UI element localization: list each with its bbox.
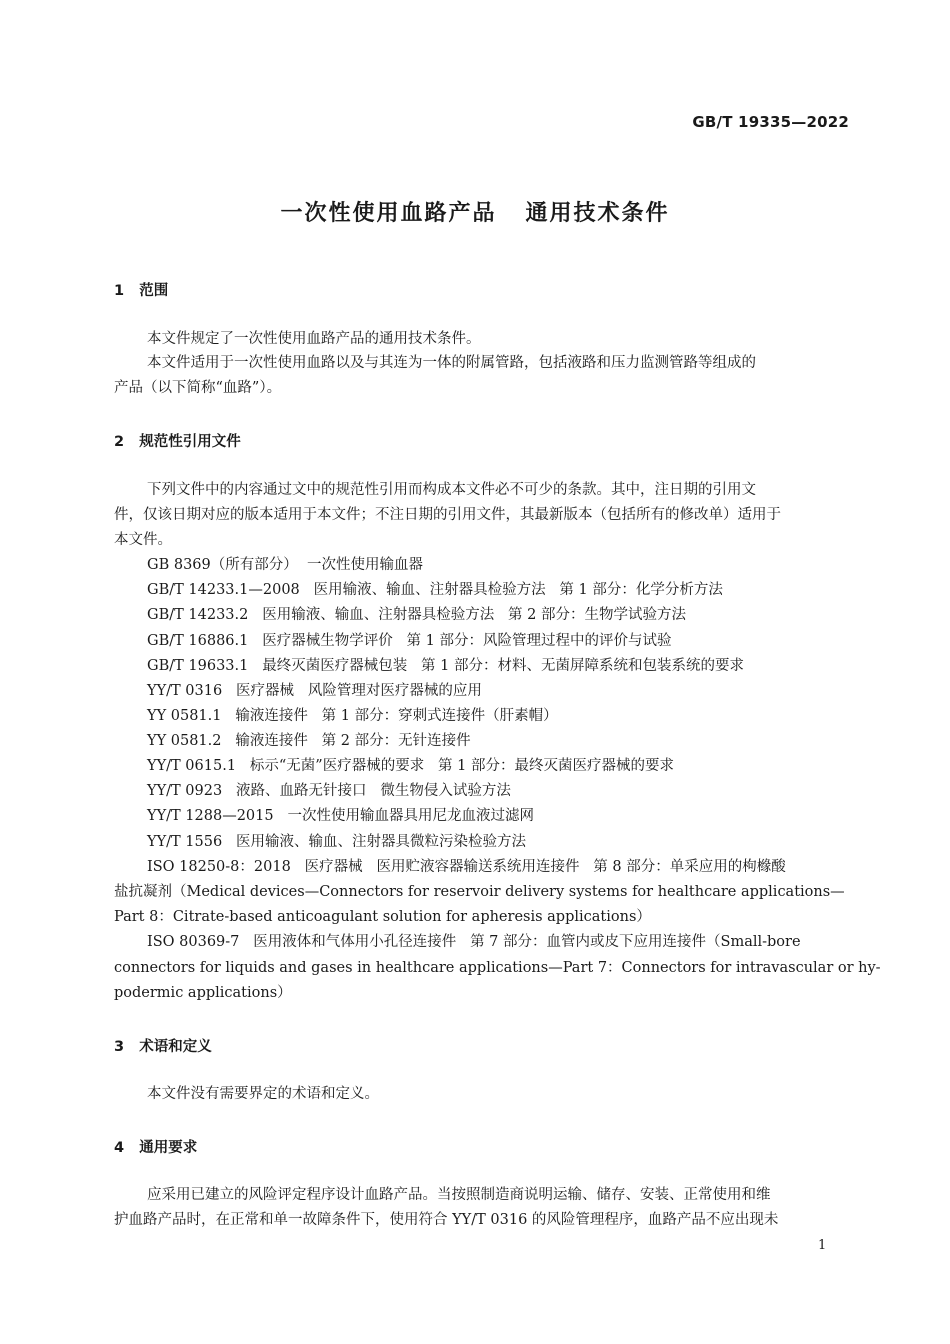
- reference-item-continued: connectors for liquids and gases in healthcare applications—Part 7：Connectors for intravascular or hy-: [114, 960, 881, 976]
- paragraph-line: 本文件规定了一次性使用血路产品的通用技术条件。: [147, 331, 481, 347]
- reference-item: YY/T 0923 液路、血路无针接口 微生物侵入试验方法: [147, 783, 511, 799]
- reference-item: YY 0581.1 输液连接件 第 1 部分：穿刺式连接件（肝素帽）: [147, 708, 558, 724]
- page-number: 1: [818, 1238, 827, 1253]
- reference-item: ISO 80369-7 医用液体和气体用小孔径连接件 第 7 部分：血管内或皮下应用连接件（Small-bore: [147, 934, 801, 950]
- section-heading-scope: 1 范围: [114, 283, 169, 299]
- paragraph-line: 下列文件中的内容通过文中的规范性引用而构成本文件必不可少的条款。其中，注日期的引用文: [147, 482, 756, 498]
- reference-item: YY 0581.2 输液连接件 第 2 部分：无针连接件: [147, 733, 471, 749]
- paragraph-line: 本文件适用于一次性使用血路以及与其连为一体的附属管路，包括液路和压力监测管路等组成的: [147, 355, 756, 371]
- reference-item: GB/T 14233.2 医用输液、输血、注射器具检验方法 第 2 部分：生物学试验方法: [147, 607, 686, 623]
- reference-item: GB/T 16886.1 医疗器械生物学评价 第 1 部分：风险管理过程中的评价与试验: [147, 633, 672, 649]
- document-title: 一次性使用血路产品 通用技术条件: [280, 201, 670, 226]
- reference-item: GB/T 19633.1 最终灭菌医疗器械包装 第 1 部分：材料、无菌屏障系统和包装系统的要求: [147, 658, 744, 674]
- paragraph-line: 本文件没有需要界定的术语和定义。: [147, 1086, 379, 1102]
- reference-item: ISO 18250-8：2018 医疗器械 医用贮液容器输送系统用连接件 第 8 部分：单采应用的枸橼酸: [147, 859, 786, 875]
- paragraph-line: 护血路产品时，在正常和单一故障条件下，使用符合 YY/T 0316 的风险管理程序，血路产品不应出现未: [114, 1212, 779, 1228]
- reference-item: YY/T 1556 医用输液、输血、注射器具微粒污染检验方法: [147, 834, 527, 850]
- reference-item: YY/T 0316 医疗器械 风险管理对医疗器械的应用: [147, 683, 482, 699]
- paragraph-line: 产品（以下简称“血路”）。: [114, 380, 282, 396]
- section-heading-general-requirements: 4 通用要求: [114, 1140, 198, 1156]
- reference-item: YY/T 0615.1 标示“无菌”医疗器械的要求 第 1 部分：最终灭菌医疗器械的要求: [147, 758, 674, 774]
- reference-item-continued: 盐抗凝剂（Medical devices—Connectors for reservoir delivery systems for healthcare applications—: [114, 884, 845, 900]
- paragraph-line: 件，仅该日期对应的版本适用于本文件；不注日期的引用文件，其最新版本（包括所有的修改单）适用于: [114, 507, 781, 523]
- section-heading-normative-references: 2 规范性引用文件: [114, 434, 241, 450]
- section-heading-terms-definitions: 3 术语和定义: [114, 1039, 212, 1055]
- document-code: GB/T 19335—2022: [692, 113, 849, 131]
- paragraph-line: 本文件。: [114, 532, 172, 548]
- reference-item-continued: podermic applications）: [114, 985, 292, 1001]
- paragraph-line: 应采用已建立的风险评定程序设计血路产品。当按照制造商说明运输、储存、安装、正常使用和维: [147, 1187, 771, 1203]
- reference-item: YY/T 1288—2015 一次性使用输血器具用尼龙血液过滤网: [147, 808, 534, 824]
- reference-item-continued: Part 8：Citrate-based anticoagulant solution for apheresis applications）: [114, 909, 651, 925]
- reference-item: GB/T 14233.1—2008 医用输液、输血、注射器具检验方法 第 1 部分：化学分析方法: [147, 582, 723, 598]
- reference-item: GB 8369（所有部分） 一次性使用输血器: [147, 557, 423, 573]
